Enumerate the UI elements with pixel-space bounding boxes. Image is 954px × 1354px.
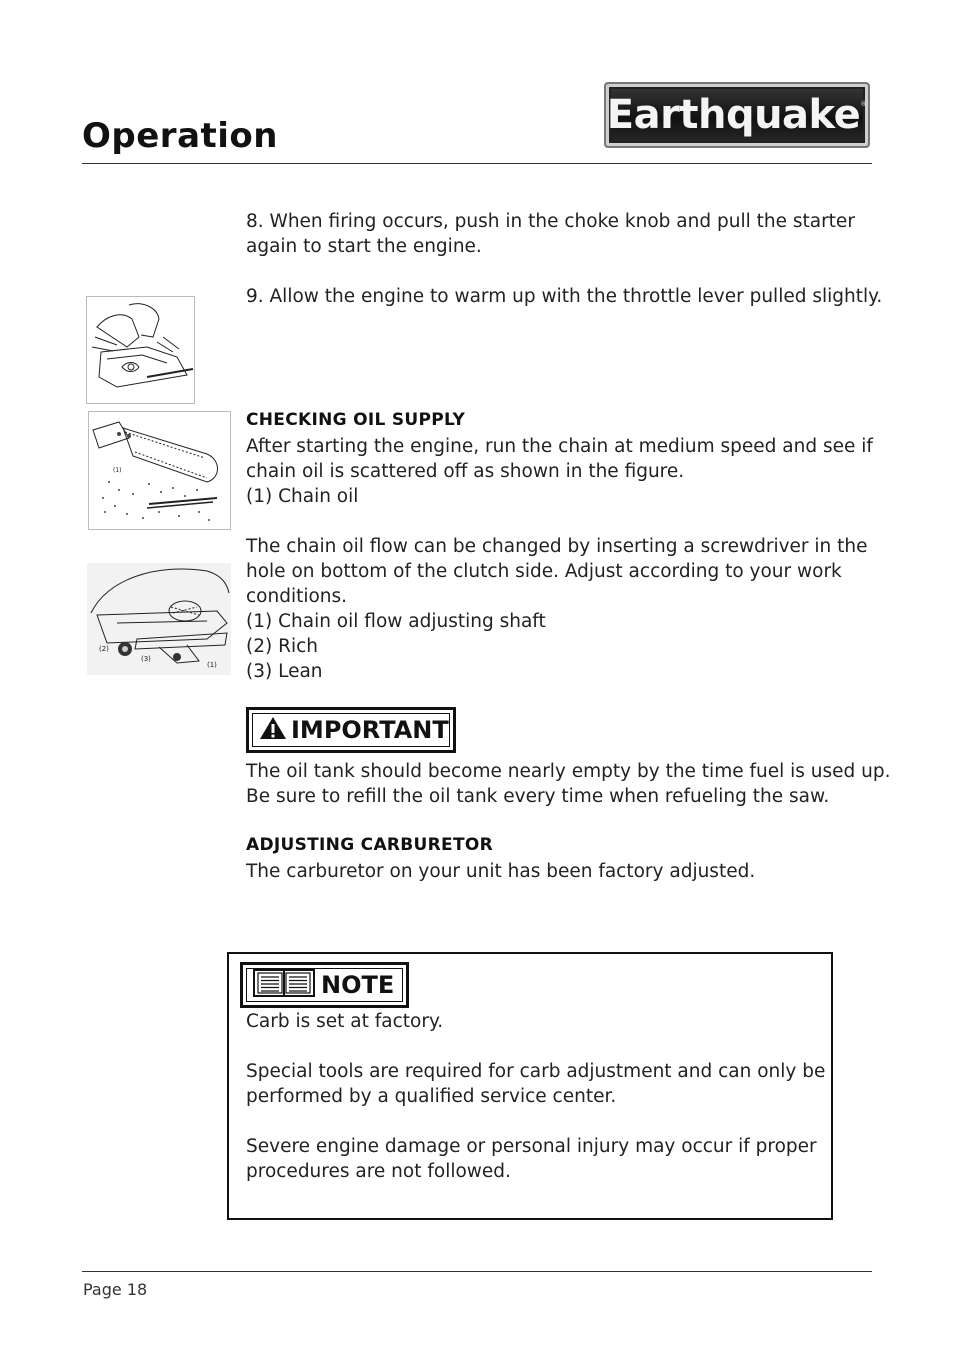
chain-oil-callout: (1) <box>113 467 122 474</box>
registered-mark: ® <box>860 100 868 108</box>
note-text: NOTE <box>321 971 395 999</box>
open-book-icon <box>253 969 315 1001</box>
page-number: Page 18 <box>83 1280 148 1299</box>
oil-flow-text: The chain oil flow can be changed by inserting a screwdriver in the hole on bottom of the clutch side. Adjust according to your work conditions. (1) Chain oil flow adjusting shaft (2) Rich (3) Lean <box>246 536 868 682</box>
brand-logo <box>604 82 870 148</box>
important-body: The oil tank should become nearly empty by the time fuel is used up. Be sure to refill the oil tank every time when refueling the saw. <box>246 761 891 807</box>
carburetor-heading: ADJUSTING CARBURETOR <box>246 835 493 855</box>
adjusting-shaft-callout: (1) <box>207 661 217 669</box>
logo-text: Earthquake <box>606 92 861 138</box>
note-label <box>240 962 409 1008</box>
header-divider <box>82 163 872 164</box>
step-8-text: 8. When firing occurs, push in the choke knob and pull the starter again to start the engine. <box>246 211 855 257</box>
footer-divider <box>82 1271 872 1272</box>
oil-supply-text: After starting the engine, run the chain at medium speed and see if chain oil is scattered off as shown in the figure. (1) Chain oil <box>246 436 873 507</box>
oil-flow-adjust-illustration <box>87 563 231 675</box>
page-title: Operation <box>82 116 278 156</box>
important-text: IMPORTANT <box>291 716 449 744</box>
warm-up-illustration <box>86 296 195 404</box>
step-9-text: 9. Allow the engine to warm up with the throttle lever pulled slightly. <box>246 286 883 307</box>
important-label <box>246 707 456 753</box>
warning-triangle-icon <box>259 715 287 745</box>
carburetor-text: The carburetor on your unit has been factory adjusted. <box>246 861 756 882</box>
note-body: Carb is set at factory. Special tools are required for carb adjustment and can only be performed by a qualified service center. Severe engine damage or personal injury may occur if proper procedures are not followed. <box>246 1011 826 1182</box>
chain-oil-illustration <box>88 411 231 530</box>
oil-supply-heading: CHECKING OIL SUPPLY <box>246 410 466 430</box>
lean-callout: (3) <box>141 655 151 663</box>
rich-callout: (2) <box>99 645 109 653</box>
